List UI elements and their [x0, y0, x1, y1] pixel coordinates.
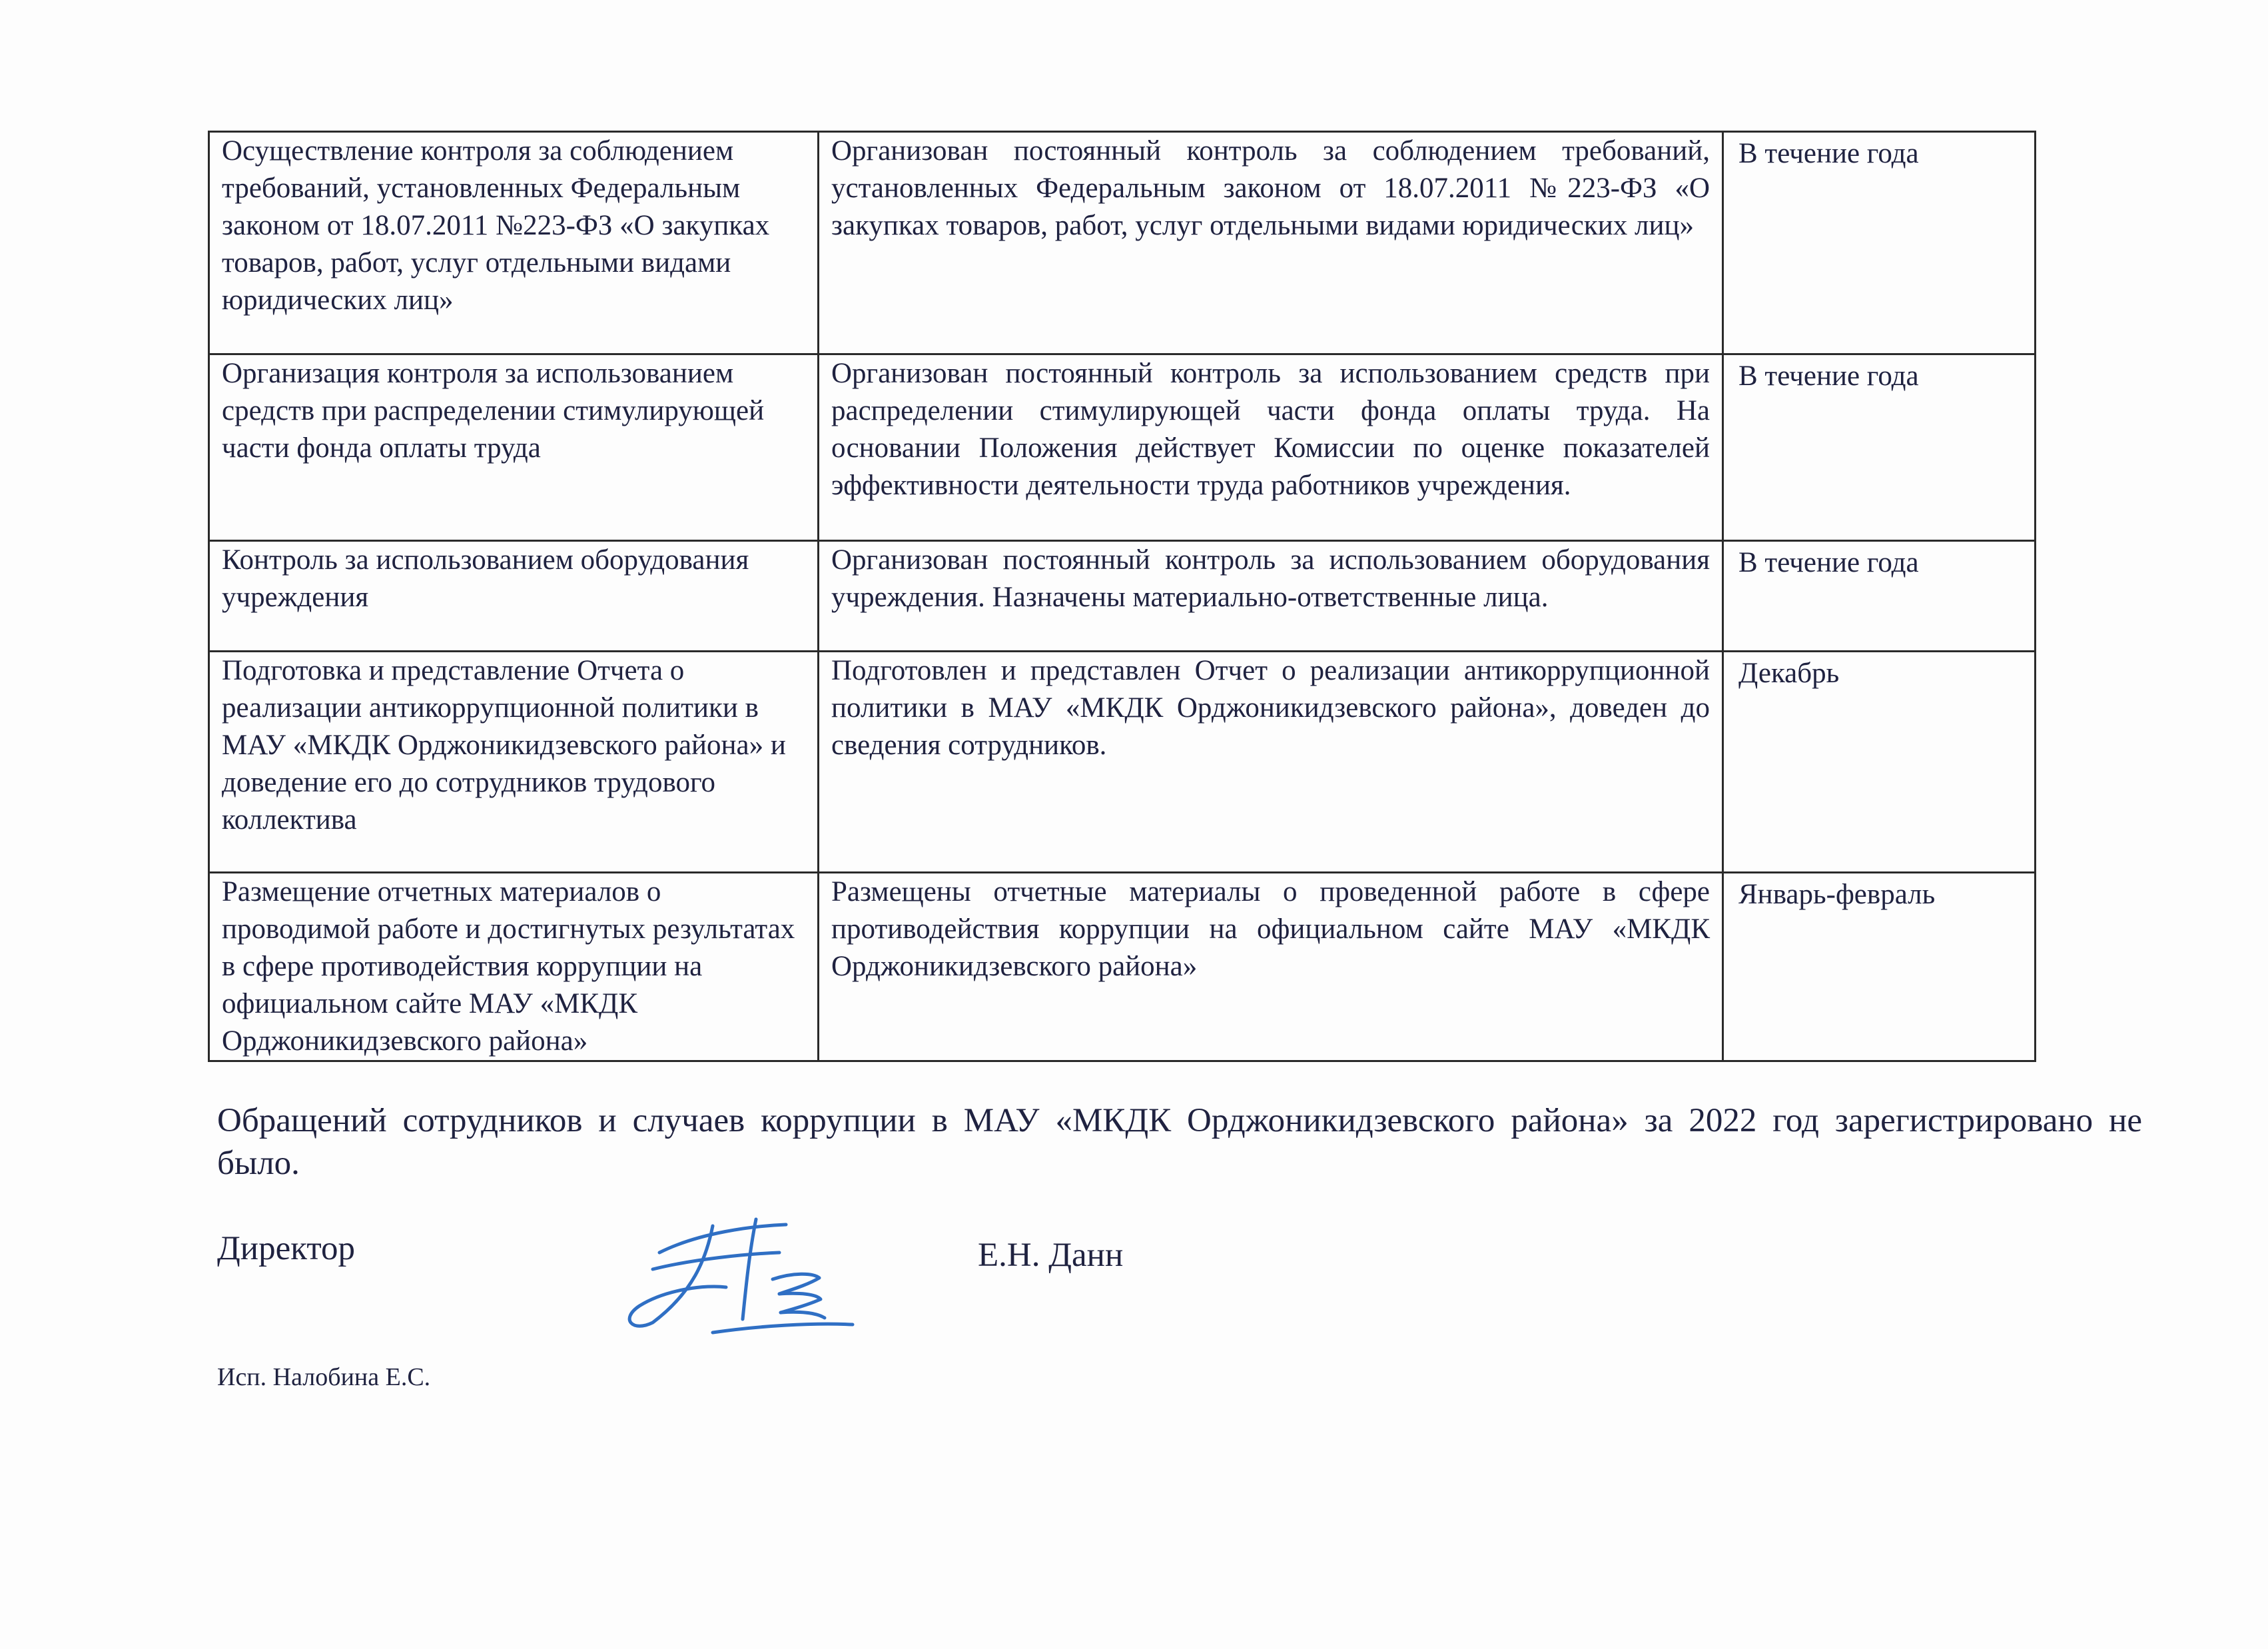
measure-cell: Подготовка и представление Отчета о реализации антикоррупционной политики в МАУ «МКДК Орджоникидзевского района» и доведение его до сотрудников трудового коллектива [209, 652, 819, 873]
result-cell: Размещены отчетные материалы о проведенной работе в сфере противодействия коррупции на официальном сайте МАУ «МКДК Орджоникидзевского района» [819, 873, 1723, 1061]
measures-table [208, 131, 2036, 1062]
executor-note: Исп. Налобина Е.С. [217, 1363, 431, 1391]
term-cell: В течение года [1723, 354, 2036, 541]
result-cell: Организован постоянный контроль за использованием средств при распределении стимулирующей части фонда оплаты труда. На основании Положения действует Комиссии по оценке показателей эффективности деятельности труда работников учреждения. [819, 354, 1723, 541]
measure-cell: Организация контроля за использованием средств при распределении стимулирующей части фонда оплаты труда [209, 354, 819, 541]
result-cell: Подготовлен и представлен Отчет о реализации антикоррупционной политики в МАУ «МКДК Орджоникидзевского района», доведен до сведения сотрудников. [819, 652, 1723, 873]
term-cell: В течение года [1723, 132, 2036, 354]
term-cell: Декабрь [1723, 652, 2036, 873]
signature-icon [613, 1206, 866, 1339]
table-row [209, 354, 2036, 541]
measure-cell: Контроль за использованием оборудования учреждения [209, 541, 819, 652]
table-row [209, 541, 2036, 652]
table-row [209, 873, 2036, 1061]
table-row [209, 652, 2036, 873]
result-cell: Организован постоянный контроль за соблюдением требований, установленных Федеральным законом от 18.07.2011 №223-ФЗ «О закупках товаров, работ, услуг отдельными видами юридических лиц» [819, 132, 1723, 354]
term-cell: Январь-февраль [1723, 873, 2036, 1061]
summary-paragraph: Обращений сотрудников и случаев коррупции в МАУ «МКДК Орджоникидзевского района» за 2022 год зарегистрировано не было. [217, 1102, 2142, 1182]
measure-cell: Размещение отчетных материалов о проводимой работе и достигнутых результатах в сфере противодействия коррупции на официальном сайте МАУ «МКДК Орджоникидзевского района» [209, 873, 819, 1061]
measure-cell: Осуществление контроля за соблюдением требований, установленных Федеральным законом от 18.07.2011 №223-ФЗ «О закупках товаров, работ, услуг отдельными видами юридических лиц» [209, 132, 819, 354]
result-cell: Организован постоянный контроль за использованием оборудования учреждения. Назначены материально-ответственные лица. [819, 541, 1723, 652]
signatory-name: Е.Н. Данн [978, 1237, 1124, 1274]
signatory-title: Директор [217, 1230, 355, 1267]
table-row [209, 132, 2036, 354]
term-cell: В течение года [1723, 541, 2036, 652]
